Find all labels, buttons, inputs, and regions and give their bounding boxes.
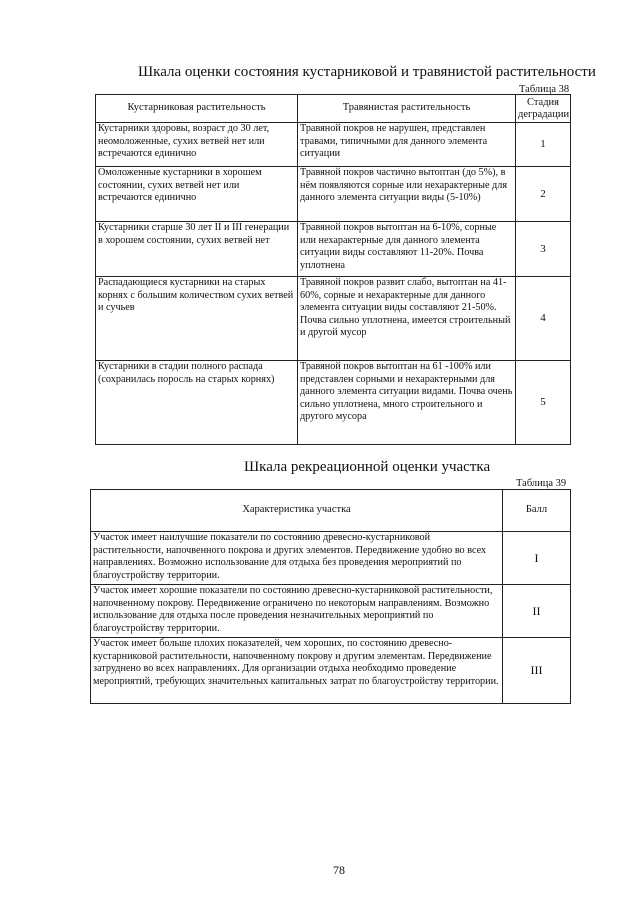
stage-cell: 3 xyxy=(516,222,571,277)
table39-title: Шкала рекреационной оценки участка xyxy=(244,459,491,475)
desc-cell: Участок имеет хорошие показатели по состоянию древесно-кустарниковой растительности, напочвенному покрову. Передвижение ограничено по некоторым направлениям. Возможно использование для отдыха после проведения незначительных мероприятий по благоустройству территории. xyxy=(91,585,503,638)
stage-cell: 5 xyxy=(516,361,571,445)
table-row xyxy=(96,123,571,167)
table-row xyxy=(96,167,571,222)
table-row xyxy=(91,638,571,704)
desc-cell: Участок имеет наилучшие показатели по состоянию древесно-кустарниковой растительности, напочвенного покрова и других элементов. Передвижение удобно во всех направлениях. Возможно использование для отдыха без проведения мероприятий по благоустройству территории. xyxy=(91,532,503,585)
shrub-cell: Омоложенные кустарники в хорошем состоянии, сухих ветвей нет или встречаются единично xyxy=(96,167,298,222)
table-row xyxy=(91,532,571,585)
grass-cell: Травяной покров не нарушен, представлен травами, типичными для данного элемента ситуации xyxy=(298,123,516,167)
header-grass: Травянистая растительность xyxy=(298,95,516,123)
desc-cell: Участок имеет больше плохих показателей, чем хороших, по состоянию древесно-кустарниковой растительности, напочвенному покрову и другим элементам. Передвижение затруднено во всех направлениях. Для организации отдыха необходимо проведение мероприятий, требующих значительных капитальных затрат по благоустройству территории. xyxy=(91,638,503,704)
grass-cell: Травяной покров развит слабо, вытоптан на 41-60%, сорные и нехарактерные для данного элемента ситуации виды составляют 21-50%. Почва сильно уплотнена, имеется строительный и другой мусор xyxy=(298,277,516,361)
table-row xyxy=(96,277,571,361)
shrub-cell: Распадающиеся кустарники на старых корнях с большим количеством сухих ветвей и сучьев xyxy=(96,277,298,361)
shrub-cell: Кустарники старше 30 лет II и III генерации в хорошем состоянии, сухих ветвей нет xyxy=(96,222,298,277)
grass-cell: Травяной покров вытоптан на 61 -100% или представлен сорными и нехарактерными для данного элемента ситуации видами. Почва очень сильно уплотнена, много строительного и другого мусора xyxy=(298,361,516,445)
grass-cell: Травяной покров вытоптан на 6-10%, сорные или нехарактерные для данного элемента ситуации виды составляют 11-20%. Почва уплотнена xyxy=(298,222,516,277)
table39-caption: Таблица 39 xyxy=(516,478,567,489)
stage-cell: 4 xyxy=(516,277,571,361)
shrub-cell: Кустарники здоровы, возраст до 30 лет, неомоложенные, сухих ветвей нет или встречаются единично xyxy=(96,123,298,167)
table39 xyxy=(90,489,571,704)
stage-cell: 1 xyxy=(516,123,571,167)
stage-cell: 2 xyxy=(516,167,571,222)
score-cell: III xyxy=(503,638,571,704)
table38-header-row xyxy=(96,95,571,123)
table38-title: Шкала оценки состояния кустарниковой и травянистой растительности xyxy=(138,64,596,80)
page-number: 78 xyxy=(333,863,345,877)
score-cell: II xyxy=(503,585,571,638)
table38-caption: Таблица 38 xyxy=(519,84,570,95)
header-score: Балл xyxy=(503,490,571,532)
table-row xyxy=(91,585,571,638)
table-row xyxy=(96,361,571,445)
table38 xyxy=(95,94,571,445)
score-cell: I xyxy=(503,532,571,585)
table-row xyxy=(96,222,571,277)
header-stage: Стадия деградации xyxy=(516,95,571,123)
header-shrub: Кустарниковая растительность xyxy=(96,95,298,123)
table39-header-row xyxy=(91,490,571,532)
shrub-cell: Кустарники в стадии полного распада (сохранилась поросль на старых корнях) xyxy=(96,361,298,445)
grass-cell: Травяной покров частично вытоптан (до 5%), в нём появляются сорные или нехарактерные для данного элемента ситуации виды (5-10%) xyxy=(298,167,516,222)
header-desc: Характеристика участка xyxy=(91,490,503,532)
